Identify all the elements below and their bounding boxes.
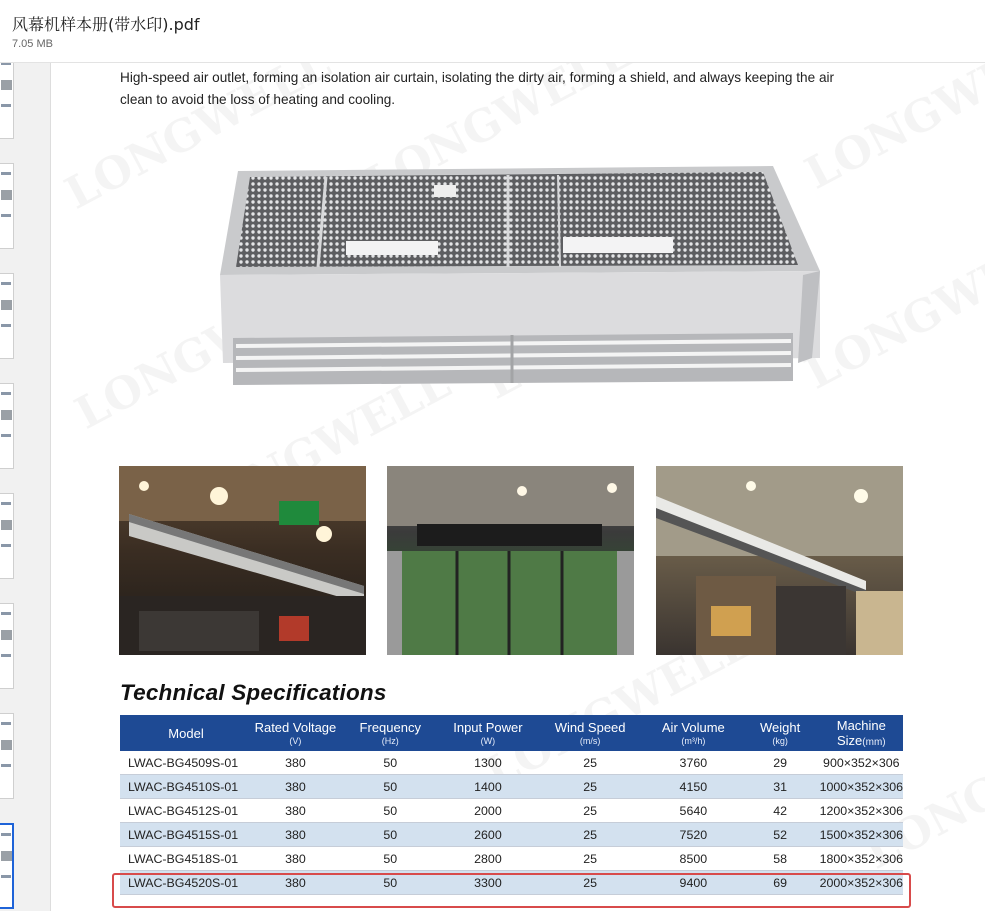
air-curtain-product-image: [208, 163, 820, 388]
table-cell: 25: [534, 871, 646, 895]
thumbnail-image: [1, 190, 12, 200]
thumbnail-content: [1, 875, 11, 878]
table-cell: 50: [339, 823, 442, 847]
col-unit: (mm): [862, 736, 886, 748]
specs-header-row: [120, 715, 903, 751]
file-name: 风幕机样本册(带水印).pdf: [12, 15, 200, 34]
thumbnail-content: [1, 654, 11, 657]
table-cell: 1300: [442, 751, 534, 775]
file-header: [0, 0, 985, 63]
table-cell: LWAC-BG4512S-01: [120, 799, 252, 823]
thumbnail-image: [1, 740, 12, 750]
table-row: [120, 775, 903, 799]
intro-paragraph: High-speed air outlet, forming an isolation air curtain, isolating the dirty air, forming a shield, and always keeping the air clean to avoid the loss of heating and cooling.: [120, 70, 835, 107]
table-cell: 1400: [442, 775, 534, 799]
thumbnail-content: [1, 172, 11, 175]
table-cell: LWAC-BG4510S-01: [120, 775, 252, 799]
table-cell: 25: [534, 799, 646, 823]
thumbnail-content: [1, 434, 11, 437]
table-cell: 380: [252, 775, 339, 799]
thumbnail-content: [1, 214, 11, 217]
page-thumbnail[interactable]: [0, 713, 14, 799]
col-label: Frequency: [359, 719, 421, 735]
table-cell: 58: [741, 847, 820, 871]
table-cell: 69: [741, 871, 820, 895]
table-cell: 380: [252, 871, 339, 895]
photo-shop-entrance: [119, 466, 366, 655]
table-cell: 25: [534, 751, 646, 775]
table-cell: 2600: [442, 823, 534, 847]
table-cell: 1500×352×306: [820, 823, 903, 847]
table-cell: 900×352×306: [820, 751, 903, 775]
col-unit: (W): [480, 735, 496, 746]
col-label: Rated Voltage: [254, 719, 337, 735]
thumbnail-image: [1, 851, 12, 861]
table-row: [120, 799, 903, 823]
table-cell: 42: [741, 799, 820, 823]
table-row: [120, 847, 903, 871]
col-header: [534, 715, 646, 751]
watermark-text: [797, 217, 985, 399]
thumbnail-image: [1, 630, 12, 640]
thumbnail-content: [1, 544, 11, 547]
col-unit: (V): [289, 735, 302, 746]
table-cell: 3300: [442, 871, 534, 895]
col-header: [442, 715, 534, 751]
table-cell: 52: [741, 823, 820, 847]
table-cell: 9400: [646, 871, 741, 895]
table-cell: LWAC-BG4515S-01: [120, 823, 252, 847]
page-thumbnail[interactable]: [0, 823, 14, 909]
col-label: Wind Speed: [554, 719, 626, 735]
thumbnail-content: [1, 392, 11, 395]
table-cell: 1200×352×306: [820, 799, 903, 823]
table-cell: 1000×352×306: [820, 775, 903, 799]
page-thumbnail[interactable]: [0, 163, 14, 249]
thumbnail-content: [1, 63, 11, 65]
table-cell: 25: [534, 775, 646, 799]
table-cell: 50: [339, 871, 442, 895]
thumbnail-image: [1, 300, 12, 310]
col-label: Model: [168, 725, 204, 741]
table-row: [120, 871, 903, 895]
table-cell: 3760: [646, 751, 741, 775]
table-cell: 50: [339, 775, 442, 799]
col-unit: (m³/h): [681, 735, 706, 746]
pdf-page: [52, 63, 985, 911]
col-label: Machine Size: [836, 717, 886, 748]
table-cell: 25: [534, 823, 646, 847]
col-unit: (Hz): [381, 735, 399, 746]
specs-table: [120, 715, 903, 895]
file-size: 7.05 MB: [12, 38, 53, 50]
table-cell: 4150: [646, 775, 741, 799]
thumbnail-content: [1, 104, 11, 107]
table-cell: 50: [339, 751, 442, 775]
thumbnail-content: [1, 722, 11, 725]
col-label: Air Volume: [661, 719, 725, 735]
table-cell: 50: [339, 799, 442, 823]
page-thumbnail[interactable]: [0, 493, 14, 579]
col-header: [741, 715, 820, 751]
thumbnail-image: [1, 410, 12, 420]
table-cell: 1800×352×306: [820, 847, 903, 871]
thumbnail-content: [1, 833, 11, 836]
table-cell: LWAC-BG4518S-01: [120, 847, 252, 871]
table-cell: 380: [252, 751, 339, 775]
table-cell: 29: [741, 751, 820, 775]
table-row: [120, 751, 903, 775]
table-cell: 2000×352×306: [820, 871, 903, 895]
page-thumbnails: [0, 63, 51, 911]
thumbnail-content: [1, 282, 11, 285]
col-label: Weight: [760, 719, 801, 735]
table-cell: 380: [252, 847, 339, 871]
table-cell: 7520: [646, 823, 741, 847]
col-unit: (m/s): [579, 735, 601, 746]
table-cell: 31: [741, 775, 820, 799]
table-cell: LWAC-BG4520S-01: [120, 871, 252, 895]
table-cell: 380: [252, 799, 339, 823]
page-thumbnail[interactable]: [0, 603, 14, 689]
col-header: [339, 715, 442, 751]
thumbnail-image: [1, 520, 12, 530]
thumbnail-content: [1, 612, 11, 615]
thumbnail-content: [1, 324, 11, 327]
col-header: [252, 715, 339, 751]
thumbnail-image: [1, 80, 12, 90]
thumbnail-content: [1, 502, 11, 505]
table-cell: 380: [252, 823, 339, 847]
col-header: [646, 715, 741, 751]
page-thumbnail[interactable]: [0, 63, 14, 139]
photo-glass-door: [387, 466, 634, 655]
table-cell: 8500: [646, 847, 741, 871]
table-row: [120, 823, 903, 847]
page-thumbnail[interactable]: [0, 383, 14, 469]
table-cell: 25: [534, 847, 646, 871]
col-header: [820, 715, 903, 751]
table-cell: 5640: [646, 799, 741, 823]
table-cell: 50: [339, 847, 442, 871]
table-cell: LWAC-BG4509S-01: [120, 751, 252, 775]
photo-mall-storefront: [656, 466, 903, 655]
page-thumbnail[interactable]: [0, 273, 14, 359]
col-header: [120, 715, 252, 751]
table-cell: 2000: [442, 799, 534, 823]
col-label: Input Power: [453, 719, 523, 735]
table-cell: 2800: [442, 847, 534, 871]
col-unit: (kg): [772, 735, 788, 746]
thumbnail-content: [1, 764, 11, 767]
specs-title: Technical Specifications: [120, 680, 387, 705]
